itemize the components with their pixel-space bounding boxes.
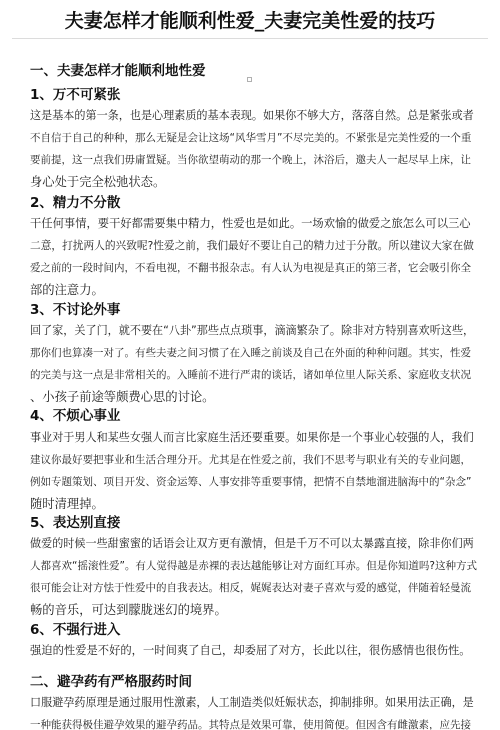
image-placeholder-icon [247, 77, 252, 82]
paragraph [30, 320, 478, 408]
paragraph [30, 427, 478, 515]
paragraph [30, 533, 478, 621]
paragraph-line: 例如专题策划、项目开发、资金运筹、人事安排等重要事情，把情不自禁地溜进脑海中的“杂念” [30, 476, 472, 488]
paragraph-line: 回了家，关了门，就不要在“八卦”那些点点琐事，滴滴繁杂了。除非对方特别喜欢听这些， [30, 324, 475, 337]
paragraph-line: 口服避孕药原理是通过服用性激素，人工制造类似妊娠状态，抑制排卵。如果用法正确，是 [30, 696, 474, 709]
subsection-heading: 2、精力不分散 [30, 195, 121, 211]
paragraph-line: 的完美与这一点是非常相关的。入睡前不进行严肃的谈话，诸如单位里人际关系、家庭收支状况 [30, 369, 471, 381]
paragraph-line: 建议你最好要把事业和生活合理分开。尤其是在性爱之前，我们不思考与职业有关的专业问题， [30, 454, 471, 466]
paragraph-line: 部的注意力。 [30, 283, 104, 297]
section-heading: 二、避孕药有严格服药时间 [30, 674, 192, 690]
paragraph-line: 畅的音乐，可达到朦胧迷幻的境界。 [30, 603, 227, 617]
section-heading: 一、夫妻怎样才能顺利地性爱 [30, 63, 206, 79]
paragraph-line: 很可能会让对方怯于性爱中的自我表达。相反，娓娓表达对妻子喜欢与爱的感觉，伴随着轻曼流 [30, 582, 471, 594]
paragraph-line: 、小孩子前途等颇费心思的讨论。 [30, 390, 215, 404]
paragraph-line: 人都喜欢“摇滚性爱”。有人觉得越是赤裸的表达越能够让对方面红耳赤。但是你知道吗?这种方式 [30, 560, 477, 572]
paragraph-line: 不自信于自己的种种，那么无疑是会让这场“风华雪月”不尽完美的。不紧张是完美性爱的一个重 [30, 132, 472, 144]
paragraph-line: 身心处于完全松弛状态。 [30, 175, 166, 189]
paragraph [30, 213, 478, 301]
paragraph-line: 强迫的性爱是不好的，一时间爽了自己，却委屈了对方，长此以往，很伤感情也很伤性。 [30, 644, 471, 657]
subsection-heading: 4、不烦心事业 [30, 408, 121, 424]
subsection-heading: 1、万不可紧张 [30, 87, 121, 103]
paragraph-line: 随时清理掉。 [30, 497, 104, 511]
paragraph-line: 这是基本的第一条，也是心理素质的基本表现。如果你不够大方，落落自然。总是紧张或者 [30, 109, 474, 122]
paragraph-line: 事业对于男人和某些女强人而言比家庭生活还要重要。如果你是一个事业心较强的人，我们 [30, 431, 474, 444]
paragraph-line: 那你们也算凑一对了。有些夫妻之间习惯了在入睡之前谈及自己在外面的种种问题。其实，性爱 [30, 347, 471, 359]
title-divider [12, 38, 488, 39]
paragraph-line: 要前提，这一点我们毋庸置疑。当你欲望萌动的那一个晚上，沐浴后，邀夫人一起尽早上床，让 [30, 154, 471, 166]
paragraph [30, 692, 478, 730]
paragraph [30, 640, 478, 662]
paragraph-line: 干任何事情，要干好都需要集中精力，性爱也是如此。一场欢愉的做爱之旅怎么可以三心 [30, 217, 471, 230]
paragraph-line: 一种能获得极佳避孕效果的避孕药品。其特点是效果可靠，使用简便。但因含有雌激素，应先接 [30, 719, 471, 730]
article-title: 夫妻怎样才能顺利性爱_夫妻完美性爱的技巧 [64, 10, 436, 32]
subsection-heading: 6、不强行进入 [30, 622, 121, 638]
subsection-heading: 3、不讨论外事 [30, 302, 121, 318]
paragraph [30, 105, 478, 193]
subsection-heading: 5、表达别直接 [30, 515, 121, 531]
paragraph-line: 二意，打扰两人的兴致呢?性爱之前，我们最好不要让自己的精力过于分散。所以建议大家在做 [30, 239, 474, 252]
paragraph-line: 爱之前的一段时间内，不看电视，不翻书报杂志。有人认为电视是真正的第三者，它会吸引你全 [30, 262, 471, 274]
paragraph-line: 做爱的时候一些甜蜜蜜的话语会让双方更有激情，但是千万不可以太暴露直接，除非你们两 [30, 537, 474, 550]
